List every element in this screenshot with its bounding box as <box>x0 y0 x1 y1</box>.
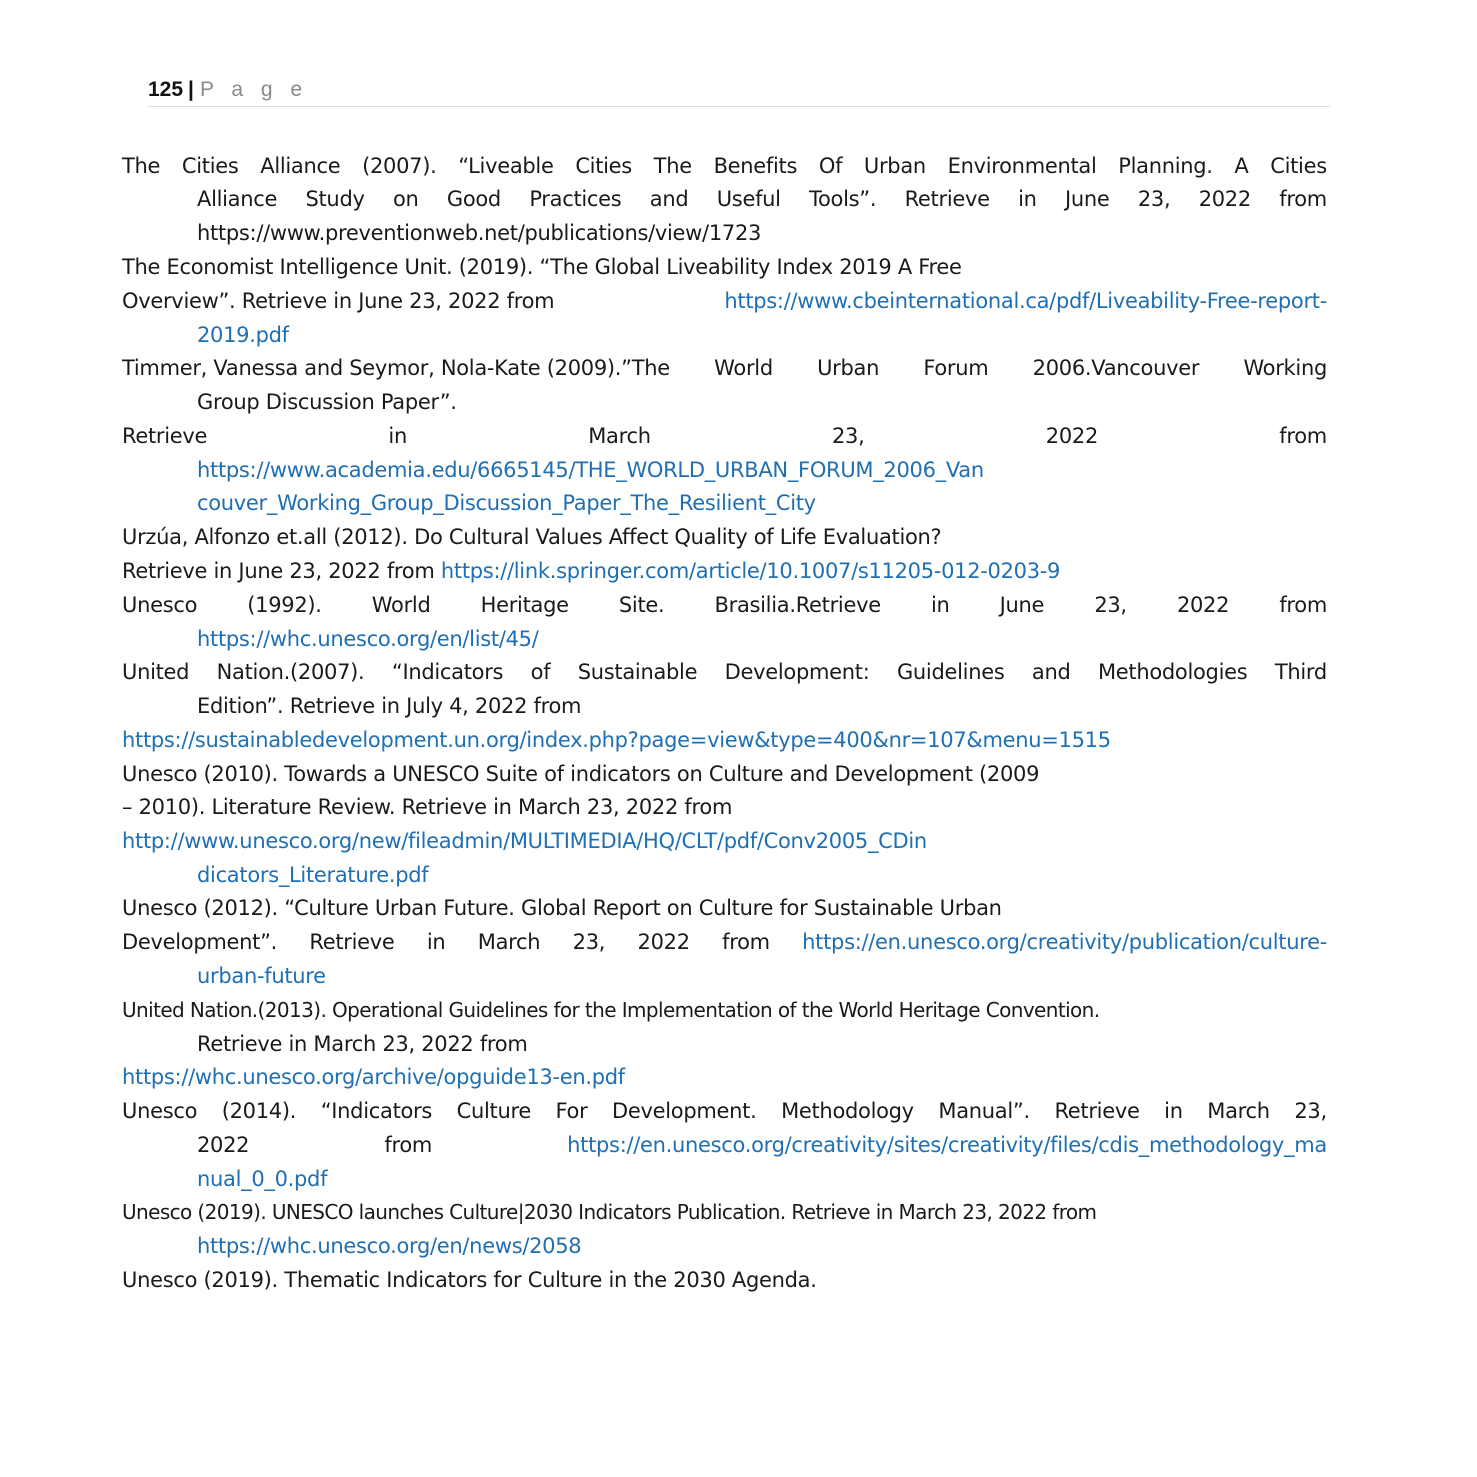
reference-word: United <box>122 660 190 684</box>
reference-word: of <box>530 660 551 684</box>
reference-line <box>197 858 428 892</box>
reference-line <box>197 453 984 487</box>
reference-word: Sustainable <box>577 660 698 684</box>
reference-word: in <box>1164 1099 1183 1123</box>
reference-line <box>122 790 732 824</box>
reference-word: The <box>653 154 692 178</box>
reference-line <box>122 993 1327 1027</box>
reference-word: 2022 <box>1198 187 1251 211</box>
reference-word: 23, <box>572 930 606 954</box>
page-number: 125 <box>148 78 184 101</box>
reference-line <box>122 925 1327 959</box>
reference-link[interactable]: http://www.unesco.org/new/fileadmin/MULTIMEDIA/HQ/CLT/pdf/Conv2005_CDin <box>122 829 927 853</box>
reference-word: June <box>999 593 1045 617</box>
reference-line <box>197 1229 581 1263</box>
reference-word: (2014). <box>221 1099 297 1123</box>
reference-word: March <box>588 424 651 448</box>
reference-link[interactable]: https://www.academia.edu/6665145/THE_WORLD_URBAN_FORUM_2006_Van <box>197 458 984 482</box>
reference-word: Development: <box>724 660 870 684</box>
reference-link[interactable]: https://link.springer.com/article/10.1007/s11205-012-0203-9 <box>440 559 1061 583</box>
reference-text: Group Discussion Paper”. <box>197 390 457 414</box>
reference-line <box>122 250 962 284</box>
reference-text: https://www.preventionweb.net/publications/view/1723 <box>197 221 762 245</box>
reference-word: March <box>1207 1099 1270 1123</box>
reference-word: from <box>722 930 770 954</box>
reference-link[interactable]: https://whc.unesco.org/en/news/2058 <box>197 1234 582 1258</box>
reference-line <box>197 1027 527 1061</box>
reference-word: and <box>1031 660 1071 684</box>
reference-word: Heritage <box>480 593 569 617</box>
reference-link[interactable]: couver_Working_Group_Discussion_Paper_The_Resilient_City <box>197 491 816 515</box>
reference-line <box>122 520 941 554</box>
reference-word: A <box>1234 154 1249 178</box>
reference-line <box>197 182 1327 216</box>
reference-link[interactable]: urban-future <box>197 964 326 988</box>
reference-word: 2022 <box>637 930 690 954</box>
reference-line <box>122 351 1327 385</box>
reference-text: Unesco (2010). Towards a UNESCO Suite of indicators on Culture and Development (2009 <box>122 762 1040 786</box>
reference-word: Alliance <box>260 154 341 178</box>
reference-word: March <box>477 930 541 954</box>
reference-word: 23, <box>1294 1099 1327 1123</box>
reference-line <box>122 1195 1327 1229</box>
reference-word: Of <box>818 154 843 178</box>
reference-line <box>122 655 1327 689</box>
reference-line <box>197 385 457 419</box>
reference-line <box>197 1162 327 1196</box>
reference-word: “Liveable <box>458 154 554 178</box>
reference-word: Development. <box>612 1099 757 1123</box>
reference-link[interactable]: https://whc.unesco.org/en/list/45/ <box>197 627 539 651</box>
reference-word: Manual”. <box>938 1099 1030 1123</box>
reference-word: Forum <box>923 356 989 380</box>
reference-word: Planning. <box>1118 154 1213 178</box>
reference-word: World <box>371 593 431 617</box>
reference-text: Retrieve in June 23, 2022 from <box>122 559 441 583</box>
reference-word: “Indicators <box>391 660 504 684</box>
reference-word: 23, <box>832 424 865 448</box>
reference-word: 2006.Vancouver <box>1032 356 1200 380</box>
reference-line <box>122 554 1060 588</box>
reference-word: Unesco <box>122 1099 198 1123</box>
reference-line <box>122 284 1327 318</box>
reference-word: 2022 <box>1176 593 1230 617</box>
reference-line <box>122 1094 1327 1128</box>
reference-word: Practices <box>529 187 622 211</box>
reference-link[interactable]: nual_0_0.pdf <box>197 1167 328 1191</box>
reference-word: Useful <box>716 187 781 211</box>
reference-line <box>122 723 1111 757</box>
reference-link[interactable]: https://en.unesco.org/creativity/sites/creativity/files/cdis_methodology_ma <box>567 1133 1327 1157</box>
reference-word: in <box>930 593 950 617</box>
reference-line <box>122 891 1002 925</box>
reference-word: (1992). <box>247 593 322 617</box>
reference-word: from <box>1279 187 1327 211</box>
header-separator: | <box>188 78 194 101</box>
reference-link[interactable]: https://en.unesco.org/creativity/publication/culture- <box>802 930 1327 954</box>
reference-word: 2022 <box>1045 424 1099 448</box>
reference-line <box>197 216 761 250</box>
reference-word: Nation.(2007). <box>216 660 365 684</box>
reference-text: Unesco (2019). Thematic Indicators for Culture in the 2030 Agenda. <box>122 1268 817 1292</box>
reference-text: Urzúa, Alfonzo et.all (2012). Do Cultural Values Affect Quality of Life Evaluation? <box>122 525 942 549</box>
reference-word: Site. <box>618 593 665 617</box>
reference-line <box>122 419 1327 453</box>
reference-word: Development”. <box>122 930 278 954</box>
reference-line <box>122 588 1327 622</box>
reference-text: United Nation.(2013). Operational Guidelines for the Implementation of the World Heritage Convention. <box>122 998 1100 1022</box>
reference-word: 2022 <box>197 1133 250 1157</box>
reference-word: Good <box>446 187 501 211</box>
reference-text: The Economist Intelligence Unit. (2019). “The Global Liveability Index 2019 A Free <box>122 255 962 279</box>
reference-word: (2007). <box>362 154 437 178</box>
reference-line <box>122 149 1327 183</box>
reference-text: Edition”. Retrieve in July 4, 2022 from <box>197 694 582 718</box>
reference-word: Retrieve <box>1054 1099 1140 1123</box>
reference-word: Methodologies <box>1097 660 1248 684</box>
reference-word: and <box>649 187 689 211</box>
reference-link[interactable]: 2019.pdf <box>197 323 289 347</box>
reference-text: Unesco (2019). UNESCO launches Culture|2030 Indicators Publication. Retrieve in March 23, 2022 from <box>122 1200 1097 1224</box>
reference-word: Timmer, Vanessa and Seymor, Nola-Kate (2009).”The <box>122 356 670 380</box>
reference-word: Urban <box>863 154 926 178</box>
reference-word: from <box>1279 424 1327 448</box>
reference-line <box>122 824 927 858</box>
page-header <box>148 74 1330 107</box>
reference-word: Working <box>1243 356 1327 380</box>
reference-word: in <box>426 930 446 954</box>
reference-word: For <box>555 1099 588 1123</box>
reference-line <box>197 959 326 993</box>
reference-line <box>197 689 581 723</box>
reference-word: Culture <box>456 1099 531 1123</box>
reference-word: from <box>1279 593 1327 617</box>
reference-link[interactable]: https://www.cbeinternational.ca/pdf/Liveability-Free-report- <box>724 289 1327 313</box>
reference-link[interactable]: https://sustainabledevelopment.un.org/index.php?page=view&type=400&nr=107&menu=1515 <box>122 728 1111 752</box>
reference-text: Overview”. Retrieve in June 23, 2022 from <box>122 289 555 313</box>
reference-word: in <box>1018 187 1037 211</box>
reference-word: June <box>1064 187 1110 211</box>
reference-word: Third <box>1274 660 1327 684</box>
reference-word: Cities <box>575 154 632 178</box>
reference-word: Unesco <box>122 593 198 617</box>
reference-text: Retrieve in March 23, 2022 from <box>197 1032 528 1056</box>
reference-link[interactable]: dicators_Literature.pdf <box>197 863 429 887</box>
reference-word: Cities <box>1270 154 1327 178</box>
reference-word: Tools”. <box>809 187 877 211</box>
reference-word: Environmental <box>947 154 1097 178</box>
reference-line <box>197 318 289 352</box>
reference-line <box>197 1128 1327 1162</box>
reference-word: “Indicators <box>320 1099 433 1123</box>
reference-line <box>122 1060 625 1094</box>
reference-word: 23, <box>1094 593 1127 617</box>
reference-word: Guidelines <box>896 660 1005 684</box>
reference-word: in <box>388 424 407 448</box>
reference-word: Study <box>305 187 365 211</box>
reference-line <box>197 486 816 520</box>
reference-word: 23, <box>1137 187 1171 211</box>
reference-text: Unesco (2012). “Culture Urban Future. Global Report on Culture for Sustainable Urban <box>122 896 1002 920</box>
reference-text: – 2010). Literature Review. Retrieve in March 23, 2022 from <box>122 795 733 819</box>
reference-word: Retrieve <box>309 930 395 954</box>
reference-word: Benefits <box>713 154 798 178</box>
reference-word: Urban <box>817 356 880 380</box>
reference-word: Alliance <box>197 187 278 211</box>
reference-line <box>197 622 539 656</box>
reference-line <box>122 757 1039 791</box>
reference-word: World <box>714 356 773 380</box>
reference-word: from <box>384 1133 433 1157</box>
reference-line <box>122 1263 817 1297</box>
reference-word: Retrieve <box>122 424 208 448</box>
reference-word: The <box>122 154 161 178</box>
page-label: P a g e <box>199 78 309 101</box>
reference-word: Methodology <box>781 1099 914 1123</box>
reference-word: Cities <box>181 154 239 178</box>
reference-word: Retrieve <box>904 187 990 211</box>
reference-link[interactable]: https://whc.unesco.org/archive/opguide13-en.pdf <box>122 1065 625 1089</box>
reference-word: on <box>392 187 419 211</box>
reference-word: Brasilia.Retrieve <box>714 593 881 617</box>
